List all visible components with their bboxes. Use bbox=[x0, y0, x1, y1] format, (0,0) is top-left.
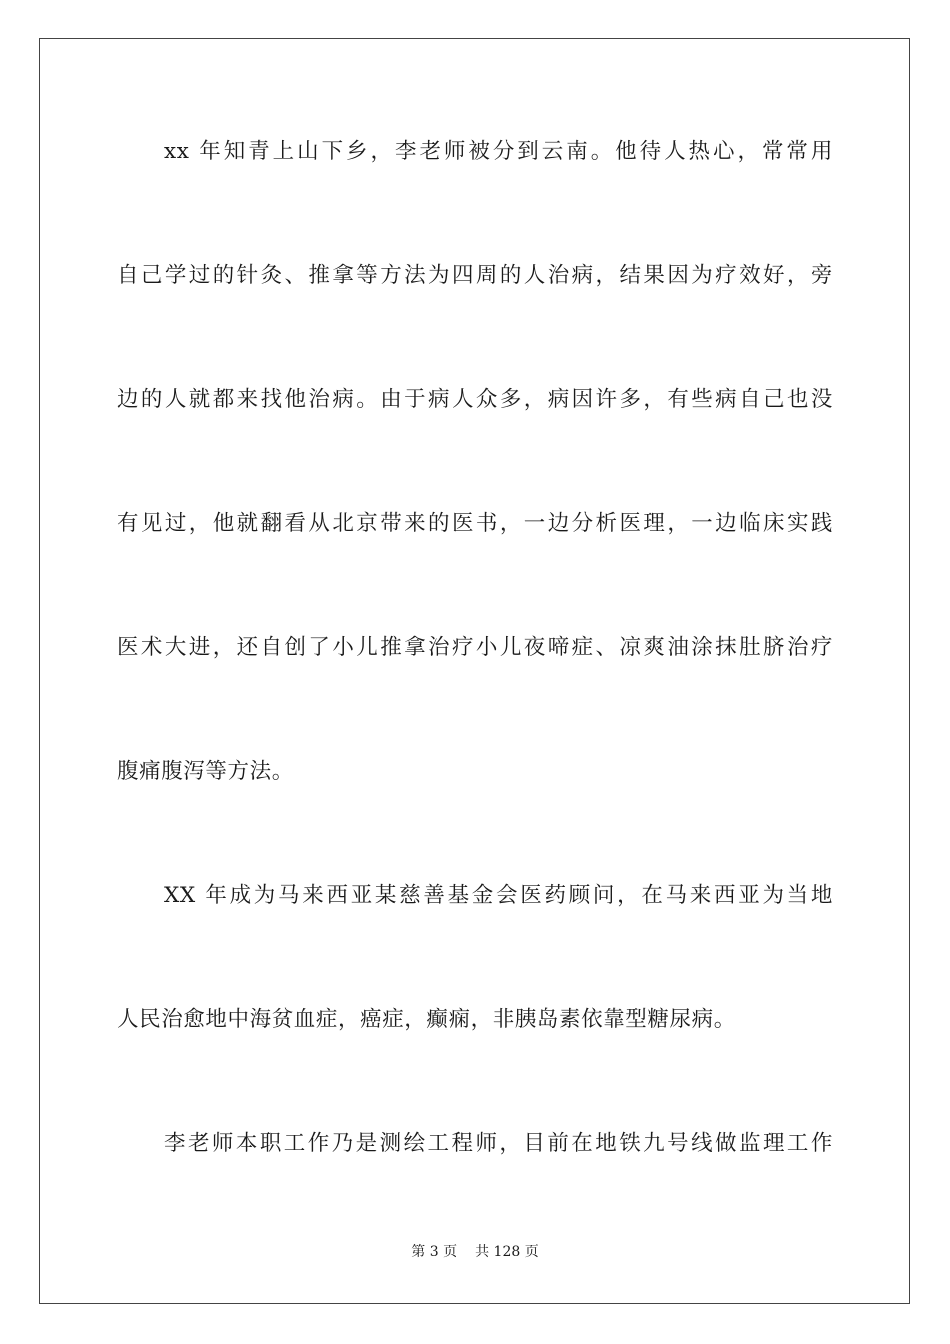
paragraph-1-line-1: xx 年知青上山下乡，李老师被分到云南。他待人热心，常常用 bbox=[164, 139, 833, 164]
paragraph-2-line-1: XX 年成为马来西亚某慈善基金会医药顾问，在马来西亚为当地 bbox=[164, 883, 833, 908]
page-number: 第 3 页 bbox=[411, 1244, 458, 1260]
total-pages: 共 128 页 bbox=[475, 1244, 539, 1260]
paragraph-1-line-5: 医术大进，还自创了小儿推拿治疗小儿夜啼症、凉爽油涂抹肚脐治疗 bbox=[117, 635, 833, 660]
paragraph-1-line-4: 有见过，他就翻看从北京带来的医书，一边分析医理，一边临床实践 bbox=[117, 511, 833, 536]
paragraph-1-line-6: 腹痛腹泻等方法。 bbox=[117, 759, 294, 784]
paragraph-1-line-2: 自己学过的针灸、推拿等方法为四周的人治病，结果因为疗效好，旁 bbox=[117, 263, 833, 288]
paragraph-2-line-2: 人民治愈地中海贫血症，癌症，癫痫，非胰岛素依靠型糖尿病。 bbox=[117, 1007, 736, 1032]
page-footer bbox=[0, 1243, 950, 1261]
paragraph-1-line-3: 边的人就都来找他治病。由于病人众多，病因许多，有些病自己也没 bbox=[117, 387, 833, 412]
page-border bbox=[39, 38, 910, 1304]
paragraph-3-line-1: 李老师本职工作乃是测绘工程师，目前在地铁九号线做监理工作 bbox=[164, 1131, 833, 1156]
